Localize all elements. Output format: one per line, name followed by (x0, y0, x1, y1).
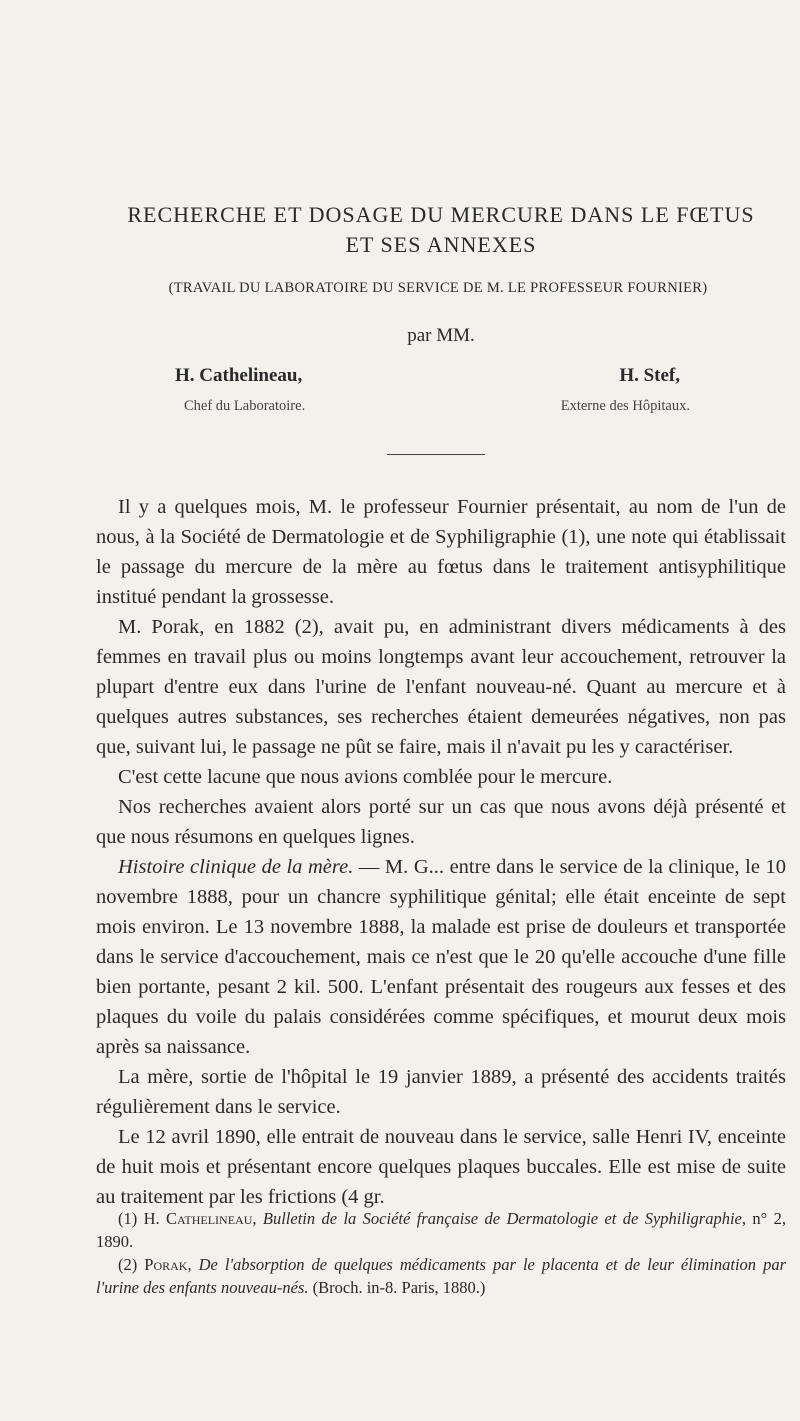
title-line-1: RECHERCHE ET DOSAGE DU MERCURE DANS LE FŒTUS (127, 202, 755, 227)
footnote-2-number: (2) (118, 1255, 145, 1274)
paragraph-7: Le 12 avril 1890, elle entrait de nouveau dans le service, salle Henri IV, enceinte de huit mois et présentant encore quelques plaques buccales. Elle est mise de suite au traitement par les frictions (4 gr. (96, 1126, 786, 1208)
paragraph-3: C'est cette lacune que nous avions comblée pour le mercure. (118, 766, 613, 788)
author-cathelineau-role: Chef du Laboratoire. (184, 398, 306, 414)
article-title (96, 200, 786, 260)
clinical-history-heading: Histoire clinique de la mère. (118, 856, 354, 878)
footnote-2-title: De l'absorption de quelques médicaments par le placenta et de leur élimination par l'urine des enfants nouveau-nés. (96, 1255, 786, 1297)
footnote-2-rest: (Broch. in-8. Paris, 1880.) (308, 1278, 486, 1297)
separator-rule (387, 454, 485, 455)
paragraph-6: La mère, sortie de l'hôpital le 19 janvier 1889, a présenté des accidents traités régulièrement dans le service. (96, 1066, 786, 1118)
footnote-1 (96, 1207, 786, 1253)
author-stef-role: Externe des Hôpitaux. (560, 398, 690, 414)
footnote-1-rest: , n° 2, 1890. (96, 1209, 787, 1251)
footnote-1-number: (1) H. (118, 1209, 167, 1228)
title-line-2: ET SES ANNEXES (345, 232, 537, 257)
article-body (96, 492, 786, 1212)
paragraph-5 (96, 852, 786, 1062)
footnote-2-author: Porak (144, 1255, 188, 1274)
footnotes (96, 1207, 786, 1299)
paragraph-2: M. Porak, en 1882 (2), avait pu, en administrant divers médicaments à des femmes en travail plus ou moins longtemps avant leur accouchement, retrouver la plupart d'entre eux dans l'urine de l'enfant nouveau-né. Quant au mercure et à quelques autres substances, ses recherches étaient demeurées négatives, non pas que, suivant lui, le passage ne pût se faire, mais il n'avait pu les y caractériser. (96, 616, 786, 758)
footnote-1-author: Cathelineau (166, 1209, 253, 1228)
footnote-2 (96, 1253, 786, 1299)
footnote-2-sep: , (187, 1255, 199, 1274)
footnote-1-sep: , (252, 1209, 263, 1228)
paragraph-1: Il y a quelques mois, M. le professeur Fournier présentait, au nom de l'un de nous, à la Société de Dermatologie et de Syphiligraphie (1), une note qui établissait le passage du mercure de la mère au fœtus dans le traitement antisyphilitique institué pendant la grossesse. (96, 496, 786, 608)
par-mm: par MM. (407, 325, 475, 346)
paragraph-5-text: — M. G... entre dans le service de la clinique, le 10 novembre 1888, pour un chancre syphilitique génital; elle était enceinte de sept mois environ. Le 13 novembre 1888, la malade est prise de douleurs et transportée dans le service d'accouchement, mais ce n'est que le 20 qu'elle accouche d'une fille bien portante, pesant 2 kil. 500. L'enfant présentait des rougeurs aux fesses et des plaques du voile du palais considérées comme spécifiques, et mourut deux mois après sa naissance. (96, 856, 786, 1058)
author-cathelineau: H. Cathelineau, (175, 365, 303, 386)
footnote-1-title: Bulletin de la Société française de Dermatologie et de Syphiligraphie (262, 1209, 742, 1228)
paragraph-4: Nos recherches avaient alors porté sur un cas que nous avons déjà présenté et que nous résumons en quelques lignes. (96, 796, 786, 848)
article-subtitle: (TRAVAIL DU LABORATOIRE DU SERVICE DE M. LE PROFESSEUR FOURNIER) (168, 280, 708, 296)
author-stef: H. Stef, (619, 365, 680, 386)
